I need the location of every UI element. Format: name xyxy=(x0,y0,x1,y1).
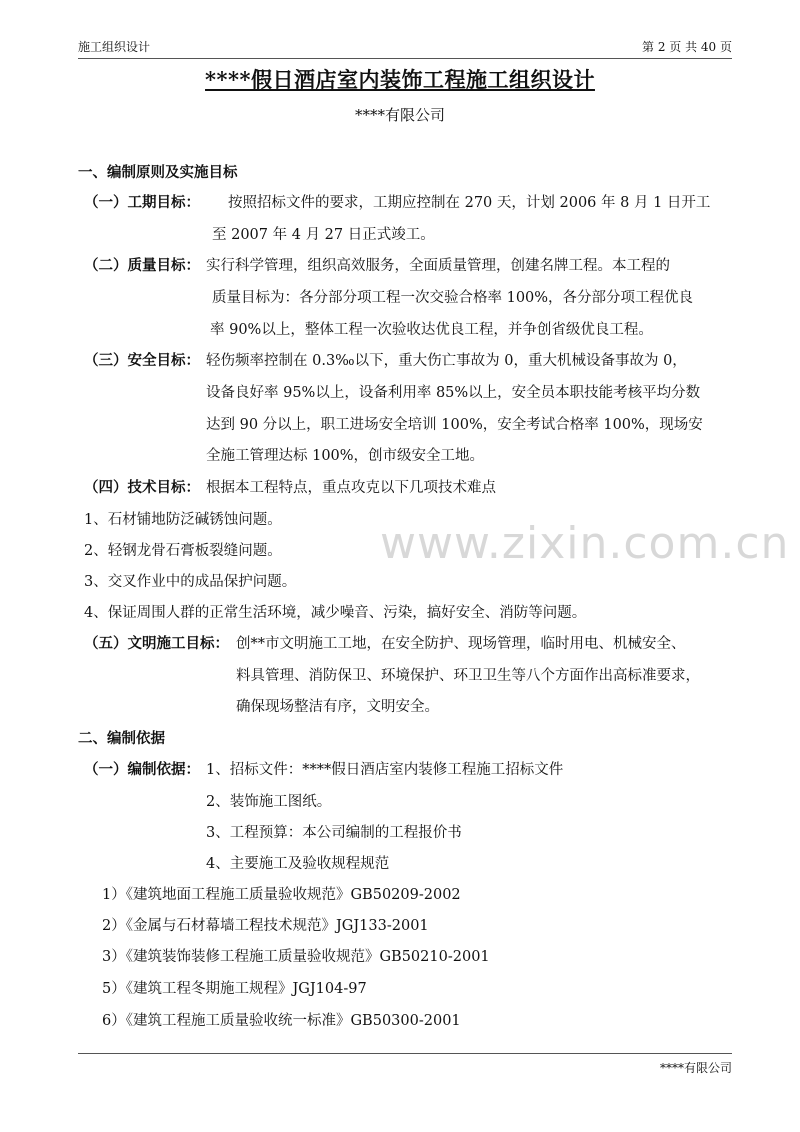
goal-1-line-2: 至 2007 年 4 月 27 日正式竣工。 xyxy=(212,227,435,243)
goal-3-label: （三）安全目标： xyxy=(84,353,200,369)
goal-3-line-3: 达到 90 分以上，职工进场安全培训 100%，安全考试合格率 100%，现场安 xyxy=(206,417,703,433)
goal-3-line-1: 轻伤频率控制在 0.3‰以下，重大伤亡事故为 0，重大机械设备事故为 0， xyxy=(206,353,687,369)
basis-line-4: 4、主要施工及验收规程规范 xyxy=(206,856,390,872)
goal-5-line-3: 确保现场整洁有序，文明安全。 xyxy=(236,699,439,715)
list-item: 4、保证周围人群的正常生活环境，减少噪音、污染，搞好安全、消防等问题。 xyxy=(84,605,587,621)
goal-2-line-2: 质量目标为：各分部分项工程一次交验合格率 100%，各分部分项工程优良 xyxy=(212,290,694,306)
section-1-heading: 一、编制原则及实施目标 xyxy=(78,165,238,181)
list-item: 3）《建筑装饰装修工程施工质量验收规范》GB50210-2001 xyxy=(102,949,490,965)
header-left: 施工组织设计 xyxy=(78,40,151,54)
goal-5-line-1: 创**市文明施工工地，在安全防护、现场管理，临时用电、机械安全、 xyxy=(236,636,686,652)
list-item: 1、石材铺地防泛碱锈蚀问题。 xyxy=(84,512,282,528)
footer-divider xyxy=(78,1053,732,1054)
list-item: 3、交叉作业中的成品保护问题。 xyxy=(84,574,297,590)
goal-4-line-1: 根据本工程特点，重点攻克以下几项技术难点 xyxy=(206,480,496,496)
list-item: 2、轻钢龙骨石膏板裂缝问题。 xyxy=(84,543,282,559)
list-item: 1）《建筑地面工程施工质量验收规范》GB50209-2002 xyxy=(102,887,461,903)
basis-line-1: 1、招标文件：****假日酒店室内装修工程施工招标文件 xyxy=(206,762,564,778)
watermark: www.zixin.com.cn xyxy=(380,518,790,569)
page-footer: ****有限公司 xyxy=(659,1061,732,1075)
list-item: 6）《建筑工程施工质量验收统一标准》GB50300-2001 xyxy=(102,1013,461,1029)
basis-label: （一）编制依据： xyxy=(84,762,200,778)
goal-5-label: （五）文明施工目标： xyxy=(84,636,229,652)
section-2-heading: 二、编制依据 xyxy=(78,731,165,747)
goal-3-line-2: 设备良好率 95%以上，设备利用率 85%以上，安全员本职技能考核平均分数 xyxy=(206,385,701,401)
goal-2-line-1: 实行科学管理，组织高效服务，全面质量管理，创建名牌工程。本工程的 xyxy=(206,258,670,274)
list-item: 5）《建筑工程冬期施工规程》JGJ104-97 xyxy=(102,981,367,997)
goal-1-line-1: 按照招标文件的要求，工期应控制在 270 天，计划 2006 年 8 月 1 日开工 xyxy=(228,195,711,211)
list-item: 2）《金属与石材幕墙工程技术规范》JGJ133-2001 xyxy=(102,918,429,934)
basis-line-3: 3、工程预算：本公司编制的工程报价书 xyxy=(206,825,462,841)
goal-5-line-2: 料具管理、消防保卫、环境保护、环卫卫生等八个方面作出高标准要求， xyxy=(236,668,700,684)
page-title: ****假日酒店室内装饰工程施工组织设计 xyxy=(205,67,595,92)
page-header xyxy=(78,38,732,59)
goal-2-label: （二）质量目标： xyxy=(84,258,200,274)
page-subtitle: ****有限公司 xyxy=(354,106,445,124)
goal-1-label: （一）工期目标： xyxy=(84,195,200,211)
goal-2-line-3: 率 90%以上，整体工程一次验收达优良工程，并争创省级优良工程。 xyxy=(210,322,653,338)
goal-4-label: （四）技术目标： xyxy=(84,480,200,496)
goal-3-line-4: 全施工管理达标 100%，创市级安全工地。 xyxy=(206,448,485,464)
basis-line-2: 2、装饰施工图纸。 xyxy=(206,794,332,810)
header-page-number: 第 2 页 共 40 页 xyxy=(642,40,732,54)
